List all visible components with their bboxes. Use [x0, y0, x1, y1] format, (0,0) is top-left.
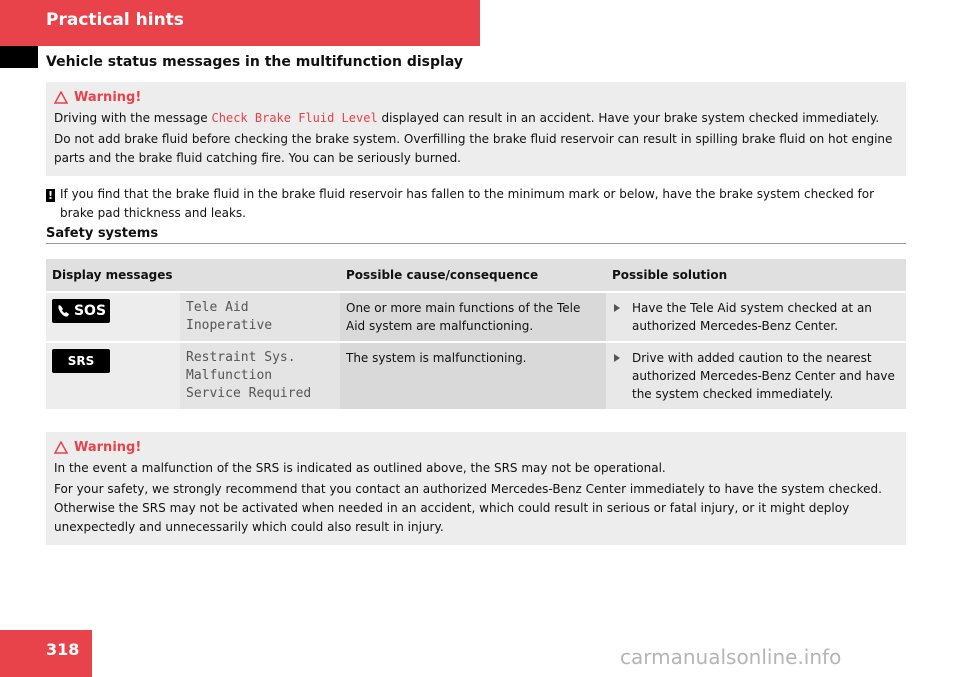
cause-cell: The system is malfunctioning.	[340, 342, 606, 410]
warning-text: Driving with the message	[54, 111, 212, 125]
warning-label: Warning!	[74, 440, 142, 455]
warning-paragraph-1: In the event a malfunction of the SRS is indicated as outlined above, the SRS may not be operational.	[54, 461, 666, 475]
cause-cell: One or more main functions of the Tele Aid system are malfunctioning.	[340, 292, 606, 342]
icon-cell	[46, 342, 180, 410]
warning-heading	[54, 88, 898, 107]
note-text-line-1: If you find that the brake fluid in the brake fluid reservoir has fallen to the minimum mark or below, have the brake system checked for	[60, 187, 875, 201]
warning-label: Warning!	[74, 90, 142, 105]
table-header-row	[46, 259, 906, 292]
warning-heading	[54, 438, 898, 457]
warning-paragraph-1	[54, 109, 898, 128]
subheading-safety-systems: Safety systems	[46, 226, 906, 244]
column-header-solution: Possible solution	[606, 259, 906, 292]
display-message-line: Service Required	[186, 386, 312, 401]
display-message-line: Restraint Sys.	[186, 350, 296, 365]
warning-text: displayed can result in an accident. Have your brake system checked immediately.	[377, 111, 880, 125]
display-message-line: Tele Aid	[186, 300, 249, 315]
note-exclamation-icon: !	[47, 189, 54, 202]
note-text-line-2: brake pad thickness and leaks.	[60, 206, 246, 220]
display-message-cell	[180, 342, 340, 410]
table-row	[46, 292, 906, 342]
solution-text: Drive with added caution to the nearest authorized Mercedes-Benz Center and have the system checked immediately.	[632, 351, 895, 401]
section-title: Vehicle status messages in the multifunction display	[46, 54, 463, 70]
display-message-line: Inoperative	[186, 318, 273, 333]
page-header-title: Practical hints	[46, 10, 184, 30]
warning-box-srs	[46, 432, 906, 545]
table-row	[46, 342, 906, 410]
warning-triangle-icon	[54, 91, 68, 104]
srs-icon	[52, 349, 110, 373]
note-brake-fluid	[46, 185, 906, 223]
section-marker	[0, 46, 38, 68]
watermark-text: carmanualsonline.info	[620, 645, 842, 669]
column-header-cause: Possible cause/consequence	[340, 259, 606, 292]
solution-text: Have the Tele Aid system checked at an authorized Mercedes-Benz Center.	[632, 301, 872, 333]
badge-text: SRS	[67, 354, 95, 368]
safety-systems-table	[46, 259, 906, 411]
icon-cell	[46, 292, 180, 342]
warning-paragraph-2: For your safety, we strongly recommend that you contact an authorized Mercedes-Benz Center immediately to have the system checked. Otherwise the SRS may not be activated when needed in an accident, which could result in serious or fatal injury, or it might deploy unexpectedly and unnecessarily which could also result in injury.	[54, 482, 882, 534]
warning-paragraph-2: Do not add brake fluid before checking the brake system. Overfilling the brake fluid reservoir can result in spilling brake fluid on hot engine parts and the brake fluid catching fire. You can be seriously burned.	[54, 132, 893, 165]
badge-text: SOS	[73, 303, 107, 319]
warning-triangle-icon	[54, 441, 68, 454]
sos-phone-icon	[52, 299, 110, 323]
arrow-right-icon	[614, 304, 626, 312]
solution-cell	[606, 292, 906, 342]
display-message-line: Malfunction	[186, 368, 273, 383]
display-message-cell	[180, 292, 340, 342]
solution-cell	[606, 342, 906, 410]
page-number: 318	[46, 640, 80, 659]
warning-box-brake	[46, 82, 906, 176]
display-message-check-brake-fluid: Check Brake Fluid Level	[211, 111, 378, 125]
column-header-display: Display messages	[46, 259, 340, 292]
arrow-right-icon	[614, 354, 626, 362]
